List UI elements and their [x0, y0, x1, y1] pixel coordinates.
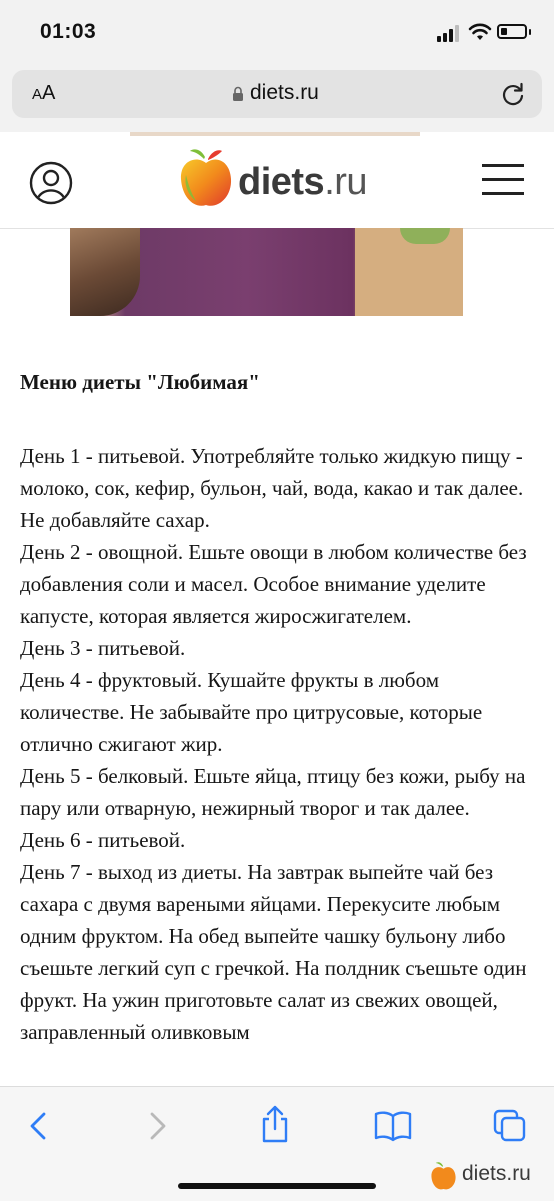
site-logo[interactable]	[178, 145, 388, 215]
hero-hair	[70, 228, 140, 316]
article-paragraph: День 4 - фруктовый. Кушайте фрукты в любом количестве. Не забывайте про цитрусовые, которые отлично сжигают жир.	[20, 668, 483, 756]
article-paragraph: День 2 - овощной. Ешьте овощи в любом количестве без добавления соли и масел. Особое внимание уделите капусте, которая является жиросжигателем.	[20, 540, 527, 628]
watermark-apple-icon	[430, 1160, 457, 1192]
article-paragraph: День 1 - питьевой. Употребляйте только жидкую пищу - молоко, сок, кефир, бульон, чай, вода, какао и так далее. Не добавляйте сахар.	[20, 444, 524, 532]
logo-brand: diets	[238, 161, 325, 203]
logo-text	[238, 161, 367, 204]
article-paragraph: День 3 - питьевой.	[20, 636, 186, 660]
status-bar	[0, 0, 554, 62]
battery-cap	[529, 29, 531, 35]
signal-icon	[437, 24, 463, 42]
watermark	[430, 1160, 550, 1192]
article-paragraph: День 7 - выход из диеты. На завтрак выпейте чай без сахара с двумя вареными яйцами. Перекусите любым одним фруктом. На обед выпейте чашку бульону либо съешьте легкий суп с гречкой. На полдник съешьте один фрукт. На ужин приготовьте салат из свежих овощей, заправленный оливковым	[20, 860, 527, 1044]
watermark-text: diets.ru	[462, 1162, 531, 1185]
article-paragraph: День 5 - белковый. Ешьте яйца, птицу без кожи, рыбу на пару или отварную, нежирный творог и так далее.	[20, 764, 526, 820]
battery-icon	[497, 24, 527, 39]
article	[20, 366, 540, 1048]
bookmarks-icon[interactable]	[374, 1109, 412, 1143]
browser-chrome	[0, 62, 554, 132]
status-time: 01:03	[40, 20, 97, 43]
logo-tld: .ru	[324, 161, 368, 203]
menu-icon[interactable]	[482, 164, 524, 196]
hero-image-top-strip	[130, 132, 420, 136]
hero-image	[70, 228, 463, 316]
text-size-button[interactable]: AA	[32, 82, 56, 104]
lock-icon	[232, 86, 244, 102]
share-icon[interactable]	[258, 1105, 292, 1143]
url-text[interactable]: diets.ru	[250, 81, 319, 104]
back-icon[interactable]	[22, 1109, 56, 1143]
article-heading: Меню диеты "Любимая"	[20, 370, 260, 394]
logo-apple-icon	[178, 145, 234, 211]
address-bar[interactable]	[12, 70, 542, 118]
wifi-icon	[468, 22, 492, 42]
article-paragraph: День 6 - питьевой.	[20, 828, 186, 852]
user-icon[interactable]	[29, 161, 73, 205]
tabs-icon[interactable]	[493, 1109, 527, 1143]
reload-icon[interactable]	[500, 81, 526, 107]
site-header	[0, 132, 554, 229]
forward-icon	[140, 1109, 174, 1143]
home-indicator	[178, 1183, 376, 1189]
